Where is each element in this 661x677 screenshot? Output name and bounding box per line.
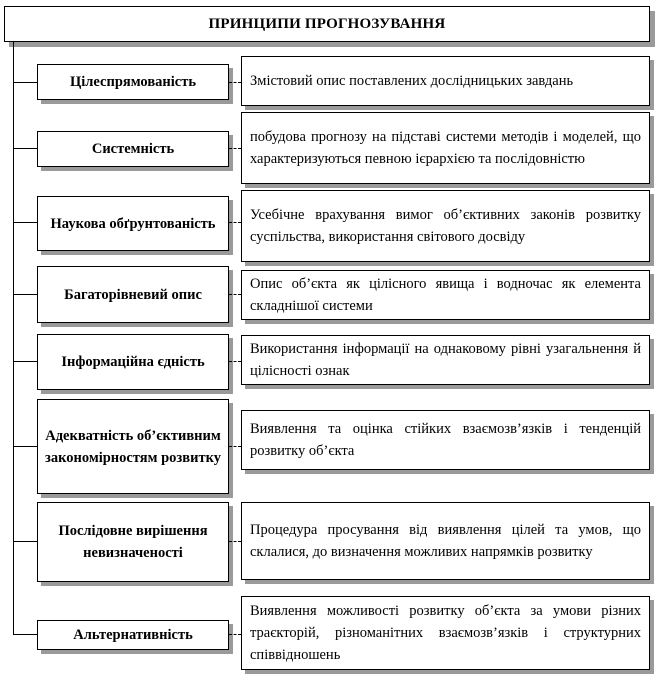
description-box-3 bbox=[241, 190, 650, 262]
branch-connector-8 bbox=[13, 634, 37, 635]
principle-label-8: Альтернативність bbox=[73, 627, 193, 643]
trunk-connector-line bbox=[13, 41, 14, 634]
principle-label-5: Інформаційна єдність bbox=[61, 354, 205, 370]
principle-box-1 bbox=[37, 64, 229, 100]
description-text-8: Виявлення можливості розвитку об’єкта за умови різних траєкторій, різноманітних взаємозв’язків і структурних співвідношень bbox=[250, 603, 641, 663]
diagram-title-text: ПРИНЦИПИ ПРОГНОЗУВАННЯ bbox=[208, 15, 446, 32]
description-text-1: Змістовий опис поставлених дослідницьких завдань bbox=[250, 73, 574, 89]
branch-connector-4 bbox=[13, 294, 37, 295]
branch-connector-7 bbox=[13, 541, 37, 542]
branch-connector-3 bbox=[13, 222, 37, 223]
principle-box-5 bbox=[37, 334, 229, 390]
principle-box-2 bbox=[37, 131, 229, 167]
description-text-2: побудова прогнозу на підставі системи методів і моделей, що характеризуються певною ієрархією та послідовністю bbox=[250, 129, 641, 167]
description-box-6 bbox=[241, 410, 650, 470]
branch-connector-2 bbox=[13, 148, 37, 149]
principle-label-1: Цілеспрямованість bbox=[69, 74, 197, 90]
link-connector-8 bbox=[229, 634, 241, 635]
principle-box-3 bbox=[37, 196, 229, 251]
branch-connector-6 bbox=[13, 446, 37, 447]
link-connector-5 bbox=[229, 361, 241, 362]
link-connector-6 bbox=[229, 446, 241, 447]
description-box-2 bbox=[241, 112, 650, 184]
branch-connector-5 bbox=[13, 361, 37, 362]
principle-box-6 bbox=[37, 399, 229, 494]
link-connector-7 bbox=[229, 541, 241, 542]
description-box-7 bbox=[241, 502, 650, 580]
description-box-4 bbox=[241, 270, 650, 320]
principle-label-3: Наукова обґрунтованість bbox=[50, 215, 216, 232]
principle-label-2: Системність bbox=[91, 141, 175, 157]
branch-connector-1 bbox=[13, 82, 37, 83]
principle-box-7 bbox=[37, 502, 229, 582]
description-box-8 bbox=[241, 596, 650, 670]
description-text-6: Виявлення та оцінка стійких взаємозв’язків і тенденцій розвитку об’єкта bbox=[250, 421, 641, 459]
principle-box-4 bbox=[37, 266, 229, 323]
principle-label-6: Адекватність об’єктивним закономірностям розвитку bbox=[45, 427, 221, 466]
description-text-5: Використання інформації на однаковому рівні узагальнення й цілісності ознак bbox=[250, 341, 641, 379]
description-box-1 bbox=[241, 56, 650, 106]
link-connector-1 bbox=[229, 82, 241, 83]
diagram-title bbox=[4, 6, 650, 42]
description-text-3: Усебічне врахування вимог об’єктивних законів розвитку суспільства, використання світового досвіду bbox=[250, 207, 641, 245]
link-connector-4 bbox=[229, 294, 241, 295]
description-box-5 bbox=[241, 335, 650, 385]
principle-label-7: Послідовне вирішення невизначеності bbox=[58, 523, 208, 561]
description-text-4: Опис об’єкта як цілісного явища і водночас як елемента складнішої системи bbox=[250, 276, 641, 314]
link-connector-3 bbox=[229, 222, 241, 223]
principle-box-8 bbox=[37, 620, 229, 650]
principle-label-4: Багаторівневий опис bbox=[64, 286, 202, 303]
description-text-7: Процедура просування від виявлення цілей та умов, що склалися, до визначення можливих напрямків розвитку bbox=[250, 522, 641, 560]
link-connector-2 bbox=[229, 148, 241, 149]
